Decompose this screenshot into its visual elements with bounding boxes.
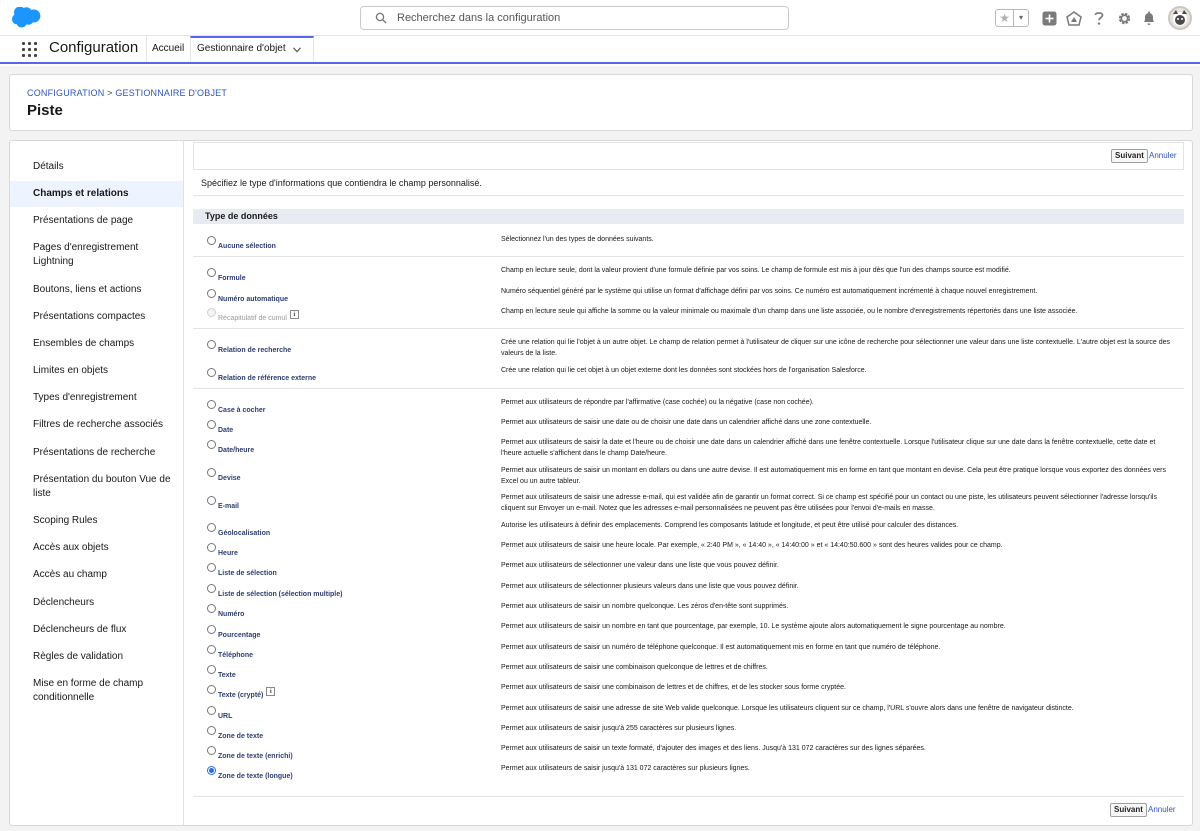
option-description: Permet aux utilisateurs de saisir une combinaison de lettres et de chiffres, et de les stocker sous forme cryptée. xyxy=(501,684,846,691)
info-icon[interactable]: i xyxy=(290,310,299,319)
bottom-button-bar xyxy=(193,796,1184,825)
option-description: Permet aux utilisateurs de saisir une adresse de site Web valide quelconque. Lorsque les utilisateurs cliquent sur ce champ, l'URL s'ouvre alors dans une fenêtre de navigateur distincte. xyxy=(501,705,1074,712)
radio-email[interactable] xyxy=(207,496,216,505)
option-label: Aucune sélection xyxy=(218,242,276,250)
option-currency[interactable] xyxy=(207,468,241,482)
chevron-down-icon[interactable]: ▾ xyxy=(1013,10,1028,26)
radio-external-lookup[interactable] xyxy=(207,368,216,377)
radio-currency[interactable] xyxy=(207,468,216,477)
tab-object-manager[interactable] xyxy=(190,36,314,62)
radio-percent[interactable] xyxy=(207,625,216,634)
option-none[interactable] xyxy=(207,236,276,250)
option-description: Permet aux utilisateurs de saisir une heure locale. Par exemple, « 2:40 PM », « 14:40 », « 14:40:00 » et « 14:40:50.600 » sont des heures valides pour ce champ. xyxy=(501,542,1003,549)
option-label: Pourcentage xyxy=(218,631,261,639)
radio-lookup-relationship[interactable] xyxy=(207,340,216,349)
divider xyxy=(193,388,1184,389)
option-label: Liste de sélection (sélection multiple) xyxy=(218,590,343,598)
sidebar-item-buttons-links-actions[interactable]: Boutons, liens et actions xyxy=(33,284,142,295)
option-label: Zone de texte (enrichi) xyxy=(218,752,293,760)
option-date[interactable] xyxy=(207,420,233,434)
option-label: Date/heure xyxy=(218,446,255,454)
option-label: Liste de sélection xyxy=(218,569,277,577)
option-email[interactable] xyxy=(207,496,239,510)
sidebar-item-triggers[interactable]: Déclencheurs xyxy=(33,597,95,608)
favorites-button[interactable] xyxy=(995,9,1029,27)
option-description: Crée une relation qui lie l'objet à un autre objet. Le champ de relation permet à l'utilisateur de cliquer sur une icône de recherche pour sélectionner une valeur dans une liste contextuelle. L'autre objet est la source des valeurs de la liste. xyxy=(501,339,1171,357)
header-utility-icons xyxy=(995,4,1192,32)
option-formula[interactable] xyxy=(207,268,246,282)
option-description: Champ en lecture seule qui affiche la somme ou la valeur minimale ou maximale d'un champ dans une liste associée, ou le nombre d'enregistrements répertoriés dans une liste associée. xyxy=(501,308,1078,315)
salesforce-logo-icon[interactable] xyxy=(12,7,42,29)
option-lookup-relationship[interactable] xyxy=(207,340,291,354)
option-number[interactable] xyxy=(207,604,244,618)
radio-formula[interactable] xyxy=(207,268,216,277)
search-input[interactable] xyxy=(397,9,777,27)
trailhead-icon[interactable] xyxy=(1066,10,1082,26)
option-description: Permet aux utilisateurs de saisir un texte formaté, d'ajouter des images et des liens. Jusqu'à 131 072 caractères sur des lignes séparées. xyxy=(501,745,926,752)
sidebar-item-flow-triggers[interactable]: Déclencheurs de flux xyxy=(33,624,127,635)
option-description: Permet aux utilisateurs de saisir la date et l'heure ou de choisir une date dans un calendrier affiché dans une fenêtre contextuelle. Lorsque l'utilisateur clique sur une date dans la fenêtre contextuelle, cette date et l'heure actuelle s'affichent dans le champ Date/heure. xyxy=(501,439,1156,457)
option-description: Permet aux utilisateurs de saisir une date ou de choisir une date dans un calendrier affiché dans une zone contextuelle. xyxy=(501,419,872,426)
option-description: Sélectionnez l'un des types de données suivants. xyxy=(501,236,654,243)
sidebar-item-object-limits[interactable]: Limites en objets xyxy=(33,365,109,376)
sidebar-item-object-access[interactable]: Accès aux objets xyxy=(33,542,109,553)
global-actions-icon[interactable] xyxy=(1041,10,1057,26)
option-label: Téléphone xyxy=(218,651,254,659)
breadcrumb xyxy=(27,88,227,98)
app-navigation xyxy=(0,36,1200,64)
option-label: Devise xyxy=(218,474,241,482)
option-label: Date xyxy=(218,426,234,434)
option-phone[interactable] xyxy=(207,645,253,659)
sidebar-item-page-layouts[interactable]: Présentations de page xyxy=(33,215,134,226)
search-icon xyxy=(375,12,387,24)
sidebar-item-field-sets[interactable]: Ensembles de champs xyxy=(33,338,135,349)
divider xyxy=(193,195,1184,196)
option-label: Zone de texte (longue) xyxy=(218,772,293,780)
option-description: Permet aux utilisateurs de saisir jusqu'à 255 caractères sur plusieurs lignes. xyxy=(501,725,737,732)
sidebar-item-scoping-rules[interactable]: Scoping Rules xyxy=(33,515,98,526)
option-description: Champ en lecture seule, dont la valeur provient d'une formule définie par vos soins. Le champ de formule est mis à jour dès que l'un des champs source est modifié. xyxy=(501,267,1011,274)
sidebar-item-compact-layouts[interactable]: Présentations compactes xyxy=(33,311,146,322)
avatar-icon xyxy=(1170,8,1190,28)
option-label: Texte xyxy=(218,671,236,679)
radio-url[interactable] xyxy=(207,706,216,715)
radio-rich-text-area[interactable] xyxy=(207,746,216,755)
sidebar-item-record-types[interactable]: Types d'enregistrement xyxy=(33,392,137,403)
sidebar-item-details[interactable]: Détails xyxy=(33,161,64,172)
option-description: Crée une relation qui lie cet objet à un objet externe dont les données sont stockées hors de l'organisation Salesforce. xyxy=(501,367,867,374)
option-description: Permet aux utilisateurs de saisir un nombre en tant que pourcentage, par exemple, 10. Le système ajoute alors automatiquement le signe pourcentage au nombre. xyxy=(501,623,1006,630)
option-roll-up-summary xyxy=(207,308,299,322)
content-card xyxy=(9,140,1193,826)
option-description: Permet aux utilisateurs de saisir une adresse e-mail, qui est validée afin de garantir un format correct. Si ce champ est spécifié pour un contact ou une piste, les utilisateurs peuvent sélectionner l'adresse lorsqu'ils cliquent sur Envoyer un e-mail. Notez que les adresses e-mail personnalisées ne peuvent pas être utilisées pour l'envoi d'e-mails en masse. xyxy=(501,494,1157,512)
nav-divider xyxy=(146,36,147,62)
radio-auto-number[interactable] xyxy=(207,289,216,298)
radio-phone[interactable] xyxy=(207,645,216,654)
radio-time[interactable] xyxy=(207,543,216,552)
breadcrumb-separator: > xyxy=(107,88,113,98)
sidebar-item-validation-rules[interactable]: Règles de validation xyxy=(33,651,124,662)
option-label: Relation de recherche xyxy=(218,346,292,354)
radio-encrypted-text[interactable] xyxy=(207,685,216,694)
option-auto-number[interactable] xyxy=(207,289,288,303)
top-button-bar xyxy=(193,142,1184,170)
radio-multi-picklist[interactable] xyxy=(207,584,216,593)
option-checkbox[interactable] xyxy=(207,400,265,414)
option-description: Permet aux utilisateurs de répondre par l'affirmative (case cochée) ou la négative (case non cochée). xyxy=(501,399,814,406)
option-rich-text-area[interactable] xyxy=(207,746,293,760)
radio-roll-up-summary xyxy=(207,308,216,317)
option-label: Récapitulatif de cumul xyxy=(218,314,287,322)
radio-geolocation[interactable] xyxy=(207,523,216,532)
tab-object-manager-label: Gestionnaire d'objet xyxy=(197,43,286,54)
option-encrypted-text[interactable] xyxy=(207,685,275,699)
next-button-bottom[interactable]: Suivant xyxy=(1110,803,1147,817)
option-description: Permet aux utilisateurs de sélectionner plusieurs valeurs dans une liste que vous pouvez définir. xyxy=(501,583,799,590)
option-geolocation[interactable] xyxy=(207,523,270,537)
new-field-wizard xyxy=(193,141,1184,825)
option-description: Permet aux utilisateurs de saisir un montant en dollars ou dans une autre devise. Il est automatiquement mis en forme en tant que montant en devise. Cela peut être pratique lorsque vous exportez des données vers Excel ou un autre tableur. xyxy=(501,467,1166,485)
option-long-text-area[interactable] xyxy=(207,766,293,780)
option-label: Relation de référence externe xyxy=(218,374,317,382)
global-header xyxy=(0,0,1200,36)
option-label: URL xyxy=(218,712,233,720)
avatar[interactable] xyxy=(1168,6,1192,30)
option-label: Case à cocher xyxy=(218,406,266,414)
option-time[interactable] xyxy=(207,543,238,557)
option-label: Heure xyxy=(218,549,238,557)
info-icon[interactable]: i xyxy=(266,687,275,696)
radio-checkbox[interactable] xyxy=(207,400,216,409)
option-percent[interactable] xyxy=(207,625,260,639)
option-description: Autorise les utilisateurs à définir des emplacements. Comprend les composants latitude et longitude, et peut être utilisé pour calculer des distances. xyxy=(501,522,959,529)
instruction-text: Spécifiez le type d'informations que contiendra le champ personnalisé. xyxy=(201,178,482,188)
breadcrumb-configuration-link[interactable]: CONFIGURATION xyxy=(27,88,105,98)
sidebar-item-related-lookup-filters[interactable]: Filtres de recherche associés xyxy=(33,419,164,430)
divider xyxy=(193,328,1184,329)
setup-gear-icon[interactable] xyxy=(1116,10,1132,26)
cancel-link[interactable]: Annuler xyxy=(1149,151,1177,160)
option-label: E-mail xyxy=(218,502,240,510)
sidebar-item-list-view-button-layout[interactable]: Présentation du bouton Vue de liste xyxy=(33,474,171,499)
option-description: Permet aux utilisateurs de saisir jusqu'à 131 072 caractères sur plusieurs lignes. xyxy=(501,765,750,772)
app-name: Configuration xyxy=(49,39,139,56)
option-label: Zone de texte xyxy=(218,732,264,740)
option-description: Permet aux utilisateurs de saisir un nombre quelconque. Les zéros d'en-tête sont supprimés. xyxy=(501,603,789,610)
divider xyxy=(193,256,1184,257)
option-label: Numéro xyxy=(218,610,245,618)
option-description: Numéro séquentiel généré par le système qui utilise un format d'affichage défini par vos soins. Ce numéro est automatiquement incrémenté à chaque nouvel enregistrement. xyxy=(501,288,1038,295)
option-text[interactable] xyxy=(207,665,236,679)
nav-home-link[interactable]: Accueil xyxy=(152,43,185,54)
section-header xyxy=(193,209,1184,224)
sidebar-item-conditional-field-formatting[interactable]: Mise en forme de champ conditionnelle xyxy=(33,678,144,703)
radio-number[interactable] xyxy=(207,604,216,613)
cancel-link-bottom[interactable]: Annuler xyxy=(1148,805,1176,814)
radio-picklist[interactable] xyxy=(207,563,216,572)
sidebar-item-lightning-record-pages[interactable]: Pages d'enregistrement Lightning xyxy=(33,242,139,267)
radio-long-text-area[interactable] xyxy=(207,766,216,775)
sidebar-item-field-access[interactable]: Accès au champ xyxy=(33,569,107,580)
sidebar-item-fields-relationships[interactable]: Champs et relations xyxy=(10,181,183,207)
option-label: Texte (crypté) xyxy=(218,691,264,699)
option-date-time[interactable] xyxy=(207,440,254,454)
option-description: Permet aux utilisateurs de saisir une combinaison quelconque de lettres et de chiffres. xyxy=(501,664,768,671)
option-external-lookup[interactable] xyxy=(207,368,316,382)
option-description: Permet aux utilisateurs de saisir un numéro de téléphone quelconque. Il est automatiquement mis en forme en tant que numéro de téléphone. xyxy=(501,644,941,651)
page-title: Piste xyxy=(27,102,63,119)
help-icon[interactable] xyxy=(1091,10,1107,26)
app-launcher-icon[interactable] xyxy=(22,42,37,57)
next-button[interactable]: Suivant xyxy=(1111,149,1148,163)
chevron-down-icon[interactable] xyxy=(293,47,301,53)
option-url[interactable] xyxy=(207,706,232,720)
option-text-area[interactable] xyxy=(207,726,263,740)
option-description: Permet aux utilisateurs de sélectionner une valeur dans une liste que vous pouvez définir. xyxy=(501,562,779,569)
object-sidebar xyxy=(10,141,184,825)
sidebar-item-search-layouts[interactable]: Présentations de recherche xyxy=(33,447,156,458)
option-picklist[interactable] xyxy=(207,563,277,577)
option-label: Formule xyxy=(218,274,246,282)
radio-date[interactable] xyxy=(207,420,216,429)
notifications-bell-icon[interactable] xyxy=(1141,10,1157,26)
radio-text-area[interactable] xyxy=(207,726,216,735)
section-title: Type de données xyxy=(205,211,278,221)
option-label: Géolocalisation xyxy=(218,529,271,537)
star-icon[interactable]: ★ xyxy=(999,11,1010,25)
page-header xyxy=(9,74,1193,131)
radio-none[interactable] xyxy=(207,236,216,245)
radio-text[interactable] xyxy=(207,665,216,674)
option-multi-picklist[interactable] xyxy=(207,584,342,598)
global-search[interactable] xyxy=(360,6,789,30)
radio-date-time[interactable] xyxy=(207,440,216,449)
breadcrumb-object-manager-link[interactable]: GESTIONNAIRE D'OBJET xyxy=(115,88,228,98)
option-label: Numéro automatique xyxy=(218,295,289,303)
